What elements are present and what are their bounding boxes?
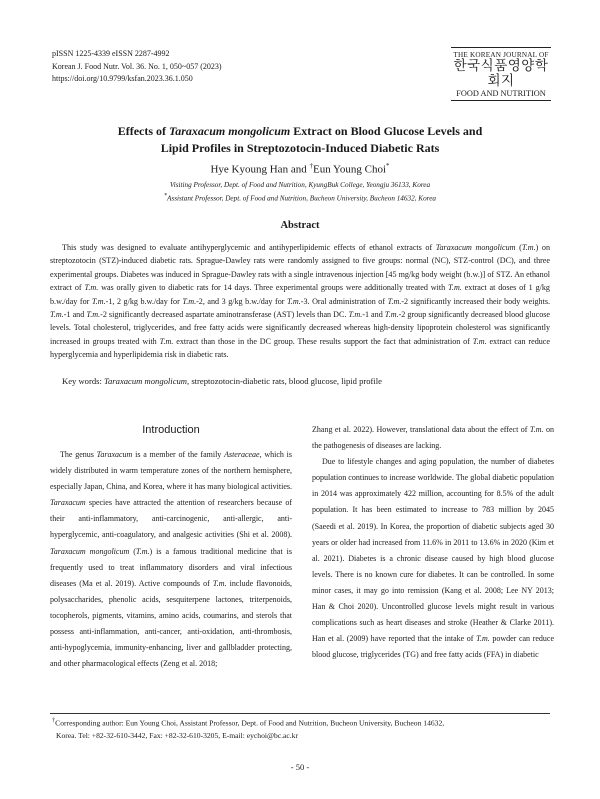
affiliation-2: *Assistant Professor, Dept. of Food and Nutrition, Bucheon University, Bucheon 14632, Korea: [164, 193, 436, 203]
intro-paragraph-2: Due to lifestyle changes and aging population, the number of diabetes population continues to increase worldwide. The global diabetic population in 2014 was approximately 422 million, accounting for 8.5% of the adult population. It has been estimated to increase to 783 million by 2045 (Saeedi et al. 2019). In Korea, the proportion of diabetic subjects aged 30 years or older had increased from 11.6% in 2011 to 13.6% in 2020 (Kim et al. 2021). Diabetes is a chronic disease caused by high blood glucose levels. There is no known cure for diabetes. It can be controlled. In some minor cases, it may go into remission (Kang et al. 2008; Lee NY 2013; Han & Choi 2020). Uncontrolled glucose levels might result in various complications such as heart diseases and stroke (Heather & Clarke 2011). Han et al. (2009) have reported that the intake of T.m. powder can reduce blood glucose, triglycerides (TG) and free fatty acids (FFA) in diabetic: [312, 457, 554, 660]
citation-line: Korean J. Food Nutr. Vol. 36. No. 1, 050~057 (2023): [52, 61, 222, 71]
keywords-label: Key words:: [62, 376, 105, 386]
footnote-divider: [50, 713, 550, 714]
title-line-1: Effects of Taraxacum mongolicum Extract on Blood Glucose Levels and: [117, 124, 483, 138]
author-2: Eun Young Choi: [312, 163, 387, 176]
abstract-heading: Abstract: [280, 220, 320, 231]
journal-name-ko: 한국식품영양학회지: [453, 58, 549, 89]
corresponding-mark: †: [309, 162, 313, 170]
keywords: Key words: Taraxacum mongolicum, streptozotocin-diabetic rats, blood glucose, lipid profile: [62, 376, 382, 386]
journal-logo: [451, 47, 551, 101]
journal-name-en-bottom: FOOD AND NUTRITION: [456, 89, 546, 98]
issn-line: pISSN 1225-4339 eISSN 2287-4992: [52, 49, 170, 58]
intro-paragraph-1: The genus Taraxacum is a member of the family Asteraceae, which is widely distributed in warm temperature zones of the northern hemisphere, especially Japan, China, and Korea, where it has many biological activities. Taraxacum species have attracted the attention of researchers because of their anti-inflammatory, anti-carcinogenic, anti-allergic, anti-hyperglycemic, anti-coagulatory, and analgesic activities (Shi et al. 2008). Taraxacum mongolicum (T.m.) is a famous traditional medicine that is frequently used to treat inflammatory disorders and viral infectious diseases (Ma et al. 2019). Active compounds of T.m. include flavonoids, polysaccharides, phenolic acids, sesquiterpene lactones, triterpenoids, tocopherols, pigments, vitamins, amino acids, coumarins, and sterols that possess anti-inflammation, anti-cancer, anti-oxidation, anti-thrombosis, anti-hypoglycemia, immunity-enhancing, liver and gallbladder protecting, and other pharmacological effects (Zeng et al. 2018;: [50, 450, 293, 669]
column-right: [312, 422, 554, 663]
logo-bottom-rule: [451, 100, 551, 101]
affiliation-1: Visiting Professor, Dept. of Food and Nutrition, KyungBuk College, Yeongju 36133, Korea: [169, 181, 431, 189]
author-list: Hye Kyoung Han and †Eun Young Choi*: [210, 162, 390, 176]
introduction-heading: Introduction: [142, 424, 200, 436]
title-line-2: Lipid Profiles in Streptozotocin-Induced Diabetic Rats: [160, 140, 440, 155]
intro-paragraph-1-cont: Zhang et al. 2022). However, translational data about the effect of T.m. on the pathogenesis of diseases are lacking.: [312, 425, 554, 451]
footnote-line-2: Korea. Tel: +82-32-610-3442, Fax: +82-32-610-3205, E-mail: eychoi@bc.ac.kr: [56, 731, 299, 741]
column-left: [50, 422, 292, 672]
abstract-body: This study was designed to evaluate antihyperglycemic and antihyperlipidemic effects of ethanol extracts of Taraxacum mongolicum (T.m.) on streptozotocin (STZ)-induced diabetic rats. Sprague-Dawley rats were randomly assigned to five groups: normal (NC), STZ-control (DC), and three experimental groups. Diabetes was induced in Sprague-Dawley rats with a single intravenous injection [45 mg/kg body weight (b.w.)] of STZ. An ethanol extract of T.m. was orally given to diabetic rats for 14 days. Three experimental groups were additionally treated with T.m. extract at doses of 1 g/kg b.w./day for T.m.-1, 2 g/kg b.w./day for T.m.-2, and 3 g/kg b.w./day for T.m.-3. Oral administration of T.m.-2 significantly increased their body weights. T.m.-1 and T.m.-2 significantly decreased aspartate aminotransferase (AST) levels than DC. T.m.-1 and T.m.-2 group significantly decreased blood glucose levels. Total cholesterol, triglycerides, and free fatty acids were significantly decreased whereas high-density lipoprotein cholesterol was significantly increased in groups treated with T.m. extract than those in the DC group. These results support the fact that administration of T.m. extract can reduce hyperglycemia and hyperlipidemia risk in diabetic rats.: [50, 243, 550, 360]
doi-link[interactable]: https://doi.org/10.9799/ksfan.2023.36.1.050: [52, 74, 193, 83]
journal-citation-block: [52, 48, 222, 86]
corresponding-author-footnote: [52, 715, 552, 743]
footnote-line-1: †Corresponding author: Eun Young Choi, Assistant Professor, Dept. of Food and Nutrition, Bucheon University, Bucheon 14632,: [52, 717, 445, 728]
page-number: - 50 -: [290, 762, 310, 772]
journal-name-en-top: THE KOREAN JOURNAL OF: [453, 51, 549, 59]
article-title: [40, 123, 560, 156]
author-1: Hye Kyoung Han: [210, 163, 289, 176]
